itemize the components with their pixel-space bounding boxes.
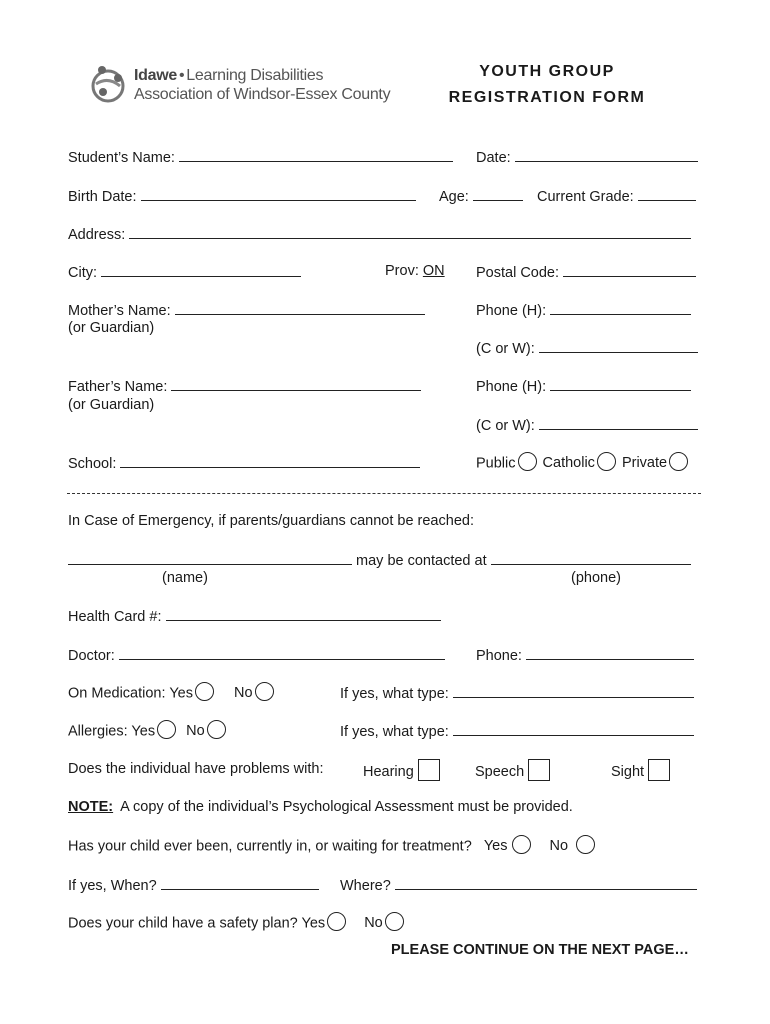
continue-next-page: PLEASE CONTINUE ON THE NEXT PAGE…	[391, 942, 689, 958]
age-label: Age:	[439, 189, 469, 205]
current-grade-field[interactable]	[537, 187, 696, 205]
mother-phone-h-line[interactable]	[550, 301, 691, 315]
current-grade-line[interactable]	[638, 187, 696, 201]
catholic-radio[interactable]	[597, 452, 616, 471]
safety-plan-row	[68, 914, 404, 933]
dashed-divider	[67, 493, 701, 494]
allergies-label: Allergies:	[68, 723, 128, 740]
on-medication-label: On Medication:	[68, 685, 166, 702]
may-be-contacted-label: may be contacted at	[356, 553, 487, 569]
prov-field[interactable]	[385, 263, 445, 279]
doctor-field[interactable]	[68, 646, 445, 664]
address-line[interactable]	[129, 225, 691, 239]
treatment-where-field[interactable]	[340, 876, 697, 894]
postal-code-line[interactable]	[563, 263, 696, 277]
medication-type-line[interactable]	[453, 684, 694, 698]
mother-guardian-note: (or Guardian)	[68, 320, 155, 336]
birth-date-field[interactable]	[68, 187, 416, 205]
logo-line2: Association of Windsor-Essex County	[134, 86, 391, 103]
sight-label: Sight	[611, 763, 645, 780]
allergies-type-label: If yes, what type:	[340, 724, 449, 740]
treatment-no-radio[interactable]	[576, 835, 595, 854]
medication-yes-radio[interactable]	[195, 682, 214, 701]
school-line[interactable]	[120, 454, 420, 468]
medication-type-label: If yes, what type:	[340, 686, 449, 702]
father-phone-h-field[interactable]	[476, 377, 691, 395]
private-radio[interactable]	[669, 452, 688, 471]
on-medication-row	[68, 684, 274, 703]
safety-yes-radio[interactable]	[327, 912, 346, 931]
father-phone-cw-label: (C or W):	[476, 418, 535, 434]
logo-line1: Learning Disabilities	[186, 67, 324, 84]
form-title-line1: YOUTH GROUP	[479, 63, 615, 80]
logo-bullet: •	[178, 67, 185, 84]
doctor-phone-field[interactable]	[476, 646, 694, 664]
mother-phone-cw-line[interactable]	[539, 339, 698, 353]
treatment-when-field[interactable]	[68, 876, 319, 894]
health-card-label: Health Card #:	[68, 609, 162, 625]
doctor-line[interactable]	[119, 646, 445, 660]
public-label: Public	[476, 455, 516, 472]
safety-plan-question: Does your child have a safety plan?	[68, 915, 298, 932]
treatment-yes-label: Yes	[483, 838, 508, 855]
student-name-label: Student’s Name:	[68, 150, 175, 166]
allergies-yes-radio[interactable]	[157, 720, 176, 739]
where-label: Where?	[340, 878, 391, 894]
doctor-phone-label: Phone:	[476, 648, 522, 664]
address-label: Address:	[68, 227, 126, 243]
age-line[interactable]	[473, 187, 523, 201]
address-field[interactable]	[68, 225, 691, 243]
medication-no-label: No	[234, 685, 253, 702]
city-field[interactable]	[68, 263, 301, 281]
age-field[interactable]	[439, 187, 523, 205]
father-guardian-note: (or Guardian)	[68, 397, 155, 413]
treatment-yes-radio[interactable]	[512, 835, 531, 854]
date-label: Date:	[476, 150, 511, 166]
phone-caption: (phone)	[571, 570, 621, 586]
fathers-name-field[interactable]	[68, 377, 421, 395]
mother-phone-cw-field[interactable]	[476, 339, 698, 357]
allergies-yes-label: Yes	[131, 723, 156, 740]
current-grade-label: Current Grade:	[537, 189, 634, 205]
postal-code-field[interactable]	[476, 263, 696, 281]
student-name-line[interactable]	[179, 148, 453, 162]
lda-logo-icon	[88, 60, 128, 108]
name-caption: (name)	[162, 570, 208, 586]
medication-yes-label: Yes	[169, 685, 193, 702]
school-label: School:	[68, 456, 117, 472]
allergies-type-field[interactable]	[340, 722, 694, 740]
birth-date-line[interactable]	[141, 187, 416, 201]
treatment-row	[68, 837, 595, 856]
allergies-no-label: No	[186, 723, 205, 740]
health-card-field[interactable]	[68, 607, 441, 625]
doctor-label: Doctor:	[68, 648, 115, 664]
city-label: City:	[68, 265, 97, 281]
hearing-checkbox[interactable]	[418, 759, 440, 781]
mother-phone-cw-label: (C or W):	[476, 341, 535, 357]
fathers-name-label: Father’s Name:	[68, 379, 168, 395]
allergies-row	[68, 722, 226, 741]
public-radio[interactable]	[518, 452, 537, 471]
emergency-phone-line[interactable]	[491, 551, 691, 565]
father-phone-h-label: Phone (H):	[476, 379, 547, 395]
where-line[interactable]	[395, 876, 697, 890]
fathers-name-line[interactable]	[171, 377, 421, 391]
allergies-no-radio[interactable]	[207, 720, 226, 739]
doctor-phone-line[interactable]	[526, 646, 694, 660]
sight-option	[611, 761, 670, 783]
date-line[interactable]	[515, 148, 698, 162]
student-name-field[interactable]	[68, 148, 453, 166]
catholic-label: Catholic	[542, 455, 595, 472]
note-row	[68, 799, 573, 815]
hearing-option	[363, 761, 440, 783]
school-type-options	[476, 454, 688, 473]
form-title-line2: REGISTRATION FORM	[448, 89, 646, 106]
mothers-name-line[interactable]	[175, 301, 425, 315]
logo-name: Idawe	[134, 67, 177, 84]
treatment-no-label: No	[549, 838, 569, 855]
speech-option	[475, 761, 550, 783]
emergency-contact-field[interactable]	[68, 551, 691, 569]
sight-checkbox[interactable]	[648, 759, 670, 781]
mother-phone-h-label: Phone (H):	[476, 303, 547, 319]
school-field[interactable]	[68, 454, 420, 472]
safety-no-label: No	[364, 915, 383, 932]
postal-code-label: Postal Code:	[476, 265, 560, 281]
safety-yes-label: Yes	[301, 915, 326, 932]
private-label: Private	[621, 455, 668, 472]
treatment-question: Has your child ever been, currently in, or waiting for treatment?	[68, 838, 472, 855]
speech-checkbox[interactable]	[528, 759, 550, 781]
allergies-type-line[interactable]	[453, 722, 694, 736]
note-text: A copy of the individual’s Psychological Assessment must be provided.	[120, 799, 573, 815]
emergency-heading: In Case of Emergency, if parents/guardians cannot be reached:	[68, 513, 474, 529]
hearing-label: Hearing	[363, 763, 414, 780]
speech-label: Speech	[475, 763, 525, 780]
prov-value: ON	[422, 263, 445, 279]
date-field[interactable]	[476, 148, 698, 166]
mothers-name-label: Mother’s Name:	[68, 303, 171, 319]
problems-label: Does the individual have problems with:	[68, 761, 324, 777]
medication-no-radio[interactable]	[255, 682, 274, 701]
mothers-name-field[interactable]	[68, 301, 425, 319]
medication-type-field[interactable]	[340, 684, 694, 702]
prov-label: Prov:	[385, 263, 419, 279]
when-line[interactable]	[161, 876, 319, 890]
father-phone-cw-line[interactable]	[539, 416, 698, 430]
health-card-line[interactable]	[166, 607, 441, 621]
when-label: If yes, When?	[68, 878, 157, 894]
note-label: NOTE:	[68, 799, 114, 815]
mother-phone-h-field[interactable]	[476, 301, 691, 319]
birth-date-label: Birth Date:	[68, 189, 137, 205]
father-phone-h-line[interactable]	[550, 377, 691, 391]
emergency-name-line[interactable]	[68, 551, 352, 565]
father-phone-cw-field[interactable]	[476, 416, 698, 434]
safety-no-radio[interactable]	[385, 912, 404, 931]
city-line[interactable]	[101, 263, 301, 277]
